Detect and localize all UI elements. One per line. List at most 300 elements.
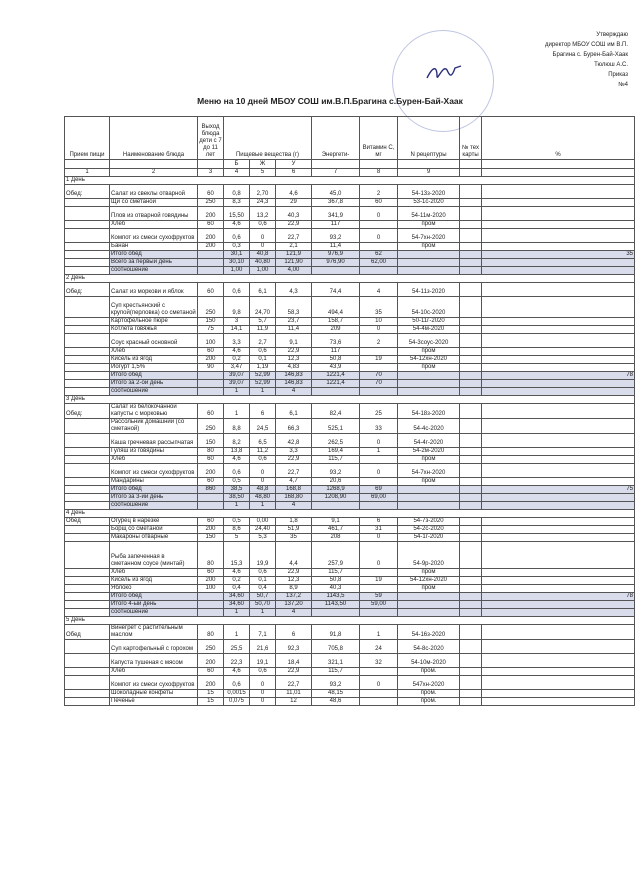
fat-cell: 0,1 bbox=[250, 356, 276, 364]
recipe-cell: 54-10м-2020 bbox=[398, 654, 460, 668]
vitamin-cell: 0 bbox=[360, 542, 398, 569]
fat-cell: 52,99 bbox=[250, 380, 276, 388]
header-b: Б bbox=[224, 160, 250, 169]
protein-cell: 1 bbox=[224, 388, 250, 396]
vitamin-cell: 70 bbox=[360, 372, 398, 380]
table-row bbox=[65, 518, 635, 526]
pct-cell bbox=[482, 518, 635, 526]
carb-cell: 146,83 bbox=[276, 372, 312, 380]
energy-cell: 321,1 bbox=[312, 654, 360, 668]
total-row bbox=[65, 372, 635, 380]
meal-cell bbox=[65, 640, 110, 654]
pct-cell bbox=[482, 334, 635, 348]
card-cell bbox=[460, 640, 482, 654]
pct-cell: 78 bbox=[482, 372, 635, 380]
table-row bbox=[65, 221, 635, 229]
total-row bbox=[65, 494, 635, 502]
header-num: 5 bbox=[250, 168, 276, 177]
yield-cell: 860 bbox=[198, 486, 224, 494]
fat-cell: 6,1 bbox=[250, 283, 276, 297]
card-cell bbox=[460, 601, 482, 609]
recipe-cell bbox=[398, 601, 460, 609]
card-cell bbox=[460, 585, 482, 593]
yield-cell: 60 bbox=[198, 456, 224, 464]
fat-cell: 13,2 bbox=[250, 207, 276, 221]
fat-cell: 24,3 bbox=[250, 199, 276, 207]
meal-cell bbox=[65, 448, 110, 456]
table-row bbox=[65, 348, 635, 356]
pct-cell bbox=[482, 690, 635, 698]
card-cell bbox=[460, 199, 482, 207]
meal-cell bbox=[65, 654, 110, 668]
dish-name: Винегрет с растительным маслом bbox=[110, 625, 198, 640]
vitamin-cell: 62 bbox=[360, 251, 398, 259]
pct-cell bbox=[482, 526, 635, 534]
day-header-row bbox=[65, 510, 635, 518]
carb-cell: 12 bbox=[276, 698, 312, 706]
recipe-cell bbox=[398, 372, 460, 380]
energy-cell: 117 bbox=[312, 221, 360, 229]
recipe-cell: пром bbox=[398, 569, 460, 577]
header-num: 2 bbox=[110, 168, 198, 177]
pct-cell bbox=[482, 221, 635, 229]
energy-cell: 705,8 bbox=[312, 640, 360, 654]
recipe-cell: 50-11г-2020 bbox=[398, 318, 460, 326]
header-dish: Наименование блюда bbox=[110, 117, 198, 160]
pct-cell: 78 bbox=[482, 593, 635, 601]
energy-cell: 43,9 bbox=[312, 364, 360, 372]
total-label: Итого за 2-ой день bbox=[110, 380, 198, 388]
energy-cell: 257,9 bbox=[312, 542, 360, 569]
pct-cell bbox=[482, 609, 635, 617]
card-cell bbox=[460, 221, 482, 229]
card-cell bbox=[460, 380, 482, 388]
carb-cell: 11,4 bbox=[276, 326, 312, 334]
fat-cell: 5,7 bbox=[250, 318, 276, 326]
fat-cell: 0,6 bbox=[250, 569, 276, 577]
card-cell bbox=[460, 456, 482, 464]
vitamin-cell bbox=[360, 243, 398, 251]
energy-cell: 93,2 bbox=[312, 464, 360, 478]
yield-cell: 200 bbox=[198, 654, 224, 668]
protein-cell: 1 bbox=[224, 404, 250, 419]
meal-cell bbox=[65, 326, 110, 334]
header-num: 7 bbox=[312, 168, 360, 177]
energy-cell: 209 bbox=[312, 326, 360, 334]
meal-cell bbox=[65, 585, 110, 593]
pct-cell bbox=[482, 388, 635, 396]
card-cell bbox=[460, 207, 482, 221]
carb-cell: 66,3 bbox=[276, 419, 312, 434]
dish-name: Суп крестьянский с крупой(перловка) со сметаной bbox=[110, 297, 198, 318]
yield-cell bbox=[198, 259, 224, 267]
day-label: 3 День bbox=[65, 396, 635, 404]
protein-cell: 4,6 bbox=[224, 456, 250, 464]
vitamin-cell: 0 bbox=[360, 434, 398, 448]
table-row bbox=[65, 243, 635, 251]
vitamin-cell: 0 bbox=[360, 534, 398, 542]
carb-cell: 18,4 bbox=[276, 654, 312, 668]
total-label: Итого обед bbox=[110, 372, 198, 380]
card-cell bbox=[460, 486, 482, 494]
yield-cell: 75 bbox=[198, 326, 224, 334]
pct-cell bbox=[482, 419, 635, 434]
table-row bbox=[65, 434, 635, 448]
pct-cell bbox=[482, 625, 635, 640]
meal-cell bbox=[65, 259, 110, 267]
vitamin-cell: 31 bbox=[360, 526, 398, 534]
vitamin-cell bbox=[360, 478, 398, 486]
protein-cell: 4,6 bbox=[224, 569, 250, 577]
vitamin-cell: 69,00 bbox=[360, 494, 398, 502]
fat-cell: 0 bbox=[250, 676, 276, 690]
card-cell bbox=[460, 625, 482, 640]
day-label: 2 День bbox=[65, 275, 635, 283]
yield-cell: 60 bbox=[198, 518, 224, 526]
recipe-cell: 54-7хн-2020 bbox=[398, 464, 460, 478]
protein-cell: 8,8 bbox=[224, 419, 250, 434]
total-label: Итого за 3-ий день bbox=[110, 494, 198, 502]
protein-cell: 3 bbox=[224, 318, 250, 326]
total-row bbox=[65, 388, 635, 396]
dish-name: Компот из смеси сухофруктов bbox=[110, 676, 198, 690]
table-row bbox=[65, 654, 635, 668]
total-row bbox=[65, 259, 635, 267]
energy-cell bbox=[312, 388, 360, 396]
vitamin-cell: 24 bbox=[360, 640, 398, 654]
protein-cell: 4,6 bbox=[224, 221, 250, 229]
energy-cell: 45,0 bbox=[312, 185, 360, 199]
carb-cell: 1,8 bbox=[276, 518, 312, 526]
card-cell bbox=[460, 251, 482, 259]
card-cell bbox=[460, 297, 482, 318]
pct-cell bbox=[482, 243, 635, 251]
vitamin-cell bbox=[360, 456, 398, 464]
recipe-cell: 54-9р-2020 bbox=[398, 542, 460, 569]
pct-cell bbox=[482, 448, 635, 456]
recipe-cell bbox=[398, 251, 460, 259]
dish-name: Печенье bbox=[110, 698, 198, 706]
recipe-cell bbox=[398, 259, 460, 267]
pct-cell bbox=[482, 297, 635, 318]
yield-cell: 100 bbox=[198, 585, 224, 593]
recipe-cell: пром bbox=[398, 585, 460, 593]
meal-cell: Обед: bbox=[65, 283, 110, 297]
protein-cell: 0,2 bbox=[224, 577, 250, 585]
recipe-cell: пром bbox=[398, 221, 460, 229]
carb-cell: 6,1 bbox=[276, 404, 312, 419]
vitamin-cell: 69 bbox=[360, 486, 398, 494]
meal-cell bbox=[65, 434, 110, 448]
protein-cell: 22,3 bbox=[224, 654, 250, 668]
fat-cell: 1,00 bbox=[250, 267, 276, 275]
table-row bbox=[65, 456, 635, 464]
pct-cell bbox=[482, 640, 635, 654]
fat-cell: 19,9 bbox=[250, 542, 276, 569]
meal-cell bbox=[65, 356, 110, 364]
table-row bbox=[65, 364, 635, 372]
recipe-cell bbox=[398, 380, 460, 388]
recipe-cell: 53-1с-2020 bbox=[398, 199, 460, 207]
meal-cell bbox=[65, 534, 110, 542]
page-title: Меню на 10 дней МБОУ СОШ им.В.П.Брагина с.Бурен-Бай-Хаак bbox=[197, 96, 463, 106]
total-row bbox=[65, 601, 635, 609]
card-cell bbox=[460, 569, 482, 577]
protein-cell: 0,2 bbox=[224, 356, 250, 364]
energy-cell: 93,2 bbox=[312, 676, 360, 690]
recipe-cell: пром bbox=[398, 348, 460, 356]
protein-cell: 8,6 bbox=[224, 526, 250, 534]
energy-cell: 73,6 bbox=[312, 334, 360, 348]
day-header-row bbox=[65, 177, 635, 185]
vitamin-cell: 59,00 bbox=[360, 601, 398, 609]
carb-cell: 92,3 bbox=[276, 640, 312, 654]
recipe-cell bbox=[398, 609, 460, 617]
card-cell bbox=[460, 478, 482, 486]
yield-cell bbox=[198, 593, 224, 601]
vitamin-cell: 60 bbox=[360, 199, 398, 207]
energy-cell: 1221,4 bbox=[312, 372, 360, 380]
recipe-cell: пром bbox=[398, 364, 460, 372]
carb-cell: 4,00 bbox=[276, 267, 312, 275]
protein-cell: 0,3 bbox=[224, 243, 250, 251]
meal-cell bbox=[65, 318, 110, 326]
pct-cell bbox=[482, 478, 635, 486]
pct-cell bbox=[482, 676, 635, 690]
carb-cell: 9,1 bbox=[276, 334, 312, 348]
recipe-cell: пром. bbox=[398, 690, 460, 698]
protein-cell: 0,5 bbox=[224, 478, 250, 486]
day-header-row bbox=[65, 617, 635, 625]
carb-cell: 146,83 bbox=[276, 380, 312, 388]
meal-cell bbox=[65, 251, 110, 259]
header-energy: Энергети- bbox=[312, 117, 360, 160]
fat-cell: 50,70 bbox=[250, 601, 276, 609]
meal-cell bbox=[65, 569, 110, 577]
protein-cell: 15,50 bbox=[224, 207, 250, 221]
pct-cell bbox=[482, 542, 635, 569]
day-header-row bbox=[65, 275, 635, 283]
carb-cell: 22,9 bbox=[276, 569, 312, 577]
vitamin-cell bbox=[360, 698, 398, 706]
table-row bbox=[65, 318, 635, 326]
meal-cell bbox=[65, 419, 110, 434]
protein-cell: 0,0015 bbox=[224, 690, 250, 698]
energy-cell: 1221,4 bbox=[312, 380, 360, 388]
yield-cell: 60 bbox=[198, 283, 224, 297]
card-cell bbox=[460, 577, 482, 585]
meal-cell bbox=[65, 668, 110, 676]
vitamin-cell bbox=[360, 267, 398, 275]
energy-cell: 48,15 bbox=[312, 690, 360, 698]
recipe-cell: 54-18з-2020 bbox=[398, 404, 460, 419]
energy-cell: 976,9 bbox=[312, 251, 360, 259]
table-row bbox=[65, 283, 635, 297]
table-body bbox=[65, 177, 635, 706]
dish-name: Кисель из ягод bbox=[110, 356, 198, 364]
carb-cell: 40,3 bbox=[276, 207, 312, 221]
table-row bbox=[65, 625, 635, 640]
total-label: соотношение bbox=[110, 502, 198, 510]
recipe-cell: 54-4с-2020 bbox=[398, 419, 460, 434]
energy-cell: 525,1 bbox=[312, 419, 360, 434]
recipe-cell: 54-11м-2020 bbox=[398, 207, 460, 221]
yield-cell: 60 bbox=[198, 404, 224, 419]
pct-cell bbox=[482, 698, 635, 706]
protein-cell: 0,5 bbox=[224, 518, 250, 526]
dish-name: Йогурт 1,5% bbox=[110, 364, 198, 372]
table-row bbox=[65, 207, 635, 221]
total-label: Всего за первый день bbox=[110, 259, 198, 267]
fat-cell: 5,3 bbox=[250, 534, 276, 542]
recipe-cell: пром bbox=[398, 243, 460, 251]
fat-cell: 11,9 bbox=[250, 326, 276, 334]
recipe-cell bbox=[398, 593, 460, 601]
recipe-cell: 54-16з-2020 bbox=[398, 625, 460, 640]
dish-name: Рассольник домашний (со сметаной) bbox=[110, 419, 198, 434]
carb-cell: 42,8 bbox=[276, 434, 312, 448]
vitamin-cell: 59 bbox=[360, 593, 398, 601]
recipe-cell: 54-8с-2020 bbox=[398, 640, 460, 654]
card-cell bbox=[460, 593, 482, 601]
card-cell bbox=[460, 334, 482, 348]
vitamin-cell: 0 bbox=[360, 676, 398, 690]
protein-cell: 0,6 bbox=[224, 229, 250, 243]
fat-cell: 0,6 bbox=[250, 456, 276, 464]
yield-cell: 100 bbox=[198, 334, 224, 348]
fat-cell: 1 bbox=[250, 502, 276, 510]
carb-cell: 22,7 bbox=[276, 464, 312, 478]
card-cell bbox=[460, 542, 482, 569]
table-row bbox=[65, 464, 635, 478]
carb-cell: 4,6 bbox=[276, 185, 312, 199]
card-cell bbox=[460, 676, 482, 690]
vitamin-cell: 62,00 bbox=[360, 259, 398, 267]
carb-cell: 121,90 bbox=[276, 259, 312, 267]
card-cell bbox=[460, 526, 482, 534]
energy-cell: 262,5 bbox=[312, 434, 360, 448]
dish-name: Яблоко bbox=[110, 585, 198, 593]
dish-name: Салат из свеклы отварной bbox=[110, 185, 198, 199]
yield-cell: 200 bbox=[198, 207, 224, 221]
carb-cell: 168,80 bbox=[276, 494, 312, 502]
carb-cell: 22,9 bbox=[276, 456, 312, 464]
total-row bbox=[65, 502, 635, 510]
yield-cell: 200 bbox=[198, 464, 224, 478]
energy-cell: 91,8 bbox=[312, 625, 360, 640]
yield-cell: 80 bbox=[198, 625, 224, 640]
dish-name: Хлеб bbox=[110, 348, 198, 356]
header-card: № тех карты bbox=[460, 117, 482, 160]
recipe-cell: 547хн-2020 bbox=[398, 676, 460, 690]
pct-cell: 75 bbox=[482, 486, 635, 494]
vitamin-cell: 1 bbox=[360, 625, 398, 640]
carb-cell: 11,01 bbox=[276, 690, 312, 698]
pct-cell bbox=[482, 404, 635, 419]
table-row bbox=[65, 478, 635, 486]
recipe-cell: пром bbox=[398, 456, 460, 464]
vitamin-cell: 35 bbox=[360, 297, 398, 318]
fat-cell: 0 bbox=[250, 478, 276, 486]
yield-cell: 80 bbox=[198, 542, 224, 569]
energy-cell bbox=[312, 267, 360, 275]
total-row bbox=[65, 609, 635, 617]
yield-cell: 250 bbox=[198, 640, 224, 654]
pct-cell bbox=[482, 356, 635, 364]
pct-cell bbox=[482, 569, 635, 577]
carb-cell: 2,1 bbox=[276, 243, 312, 251]
protein-cell: 0,6 bbox=[224, 464, 250, 478]
fat-cell: 1 bbox=[250, 609, 276, 617]
header-num: 8 bbox=[360, 168, 398, 177]
pct-cell bbox=[482, 577, 635, 585]
vitamin-cell: 10 bbox=[360, 318, 398, 326]
carb-cell: 3,3 bbox=[276, 448, 312, 456]
pct-cell bbox=[482, 380, 635, 388]
fat-cell: 7,1 bbox=[250, 625, 276, 640]
recipe-cell: 54-1г-2020 bbox=[398, 534, 460, 542]
recipe-cell: 54-12хн-2020 bbox=[398, 577, 460, 585]
vitamin-cell: 4 bbox=[360, 283, 398, 297]
carb-cell: 121,9 bbox=[276, 251, 312, 259]
yield-cell bbox=[198, 601, 224, 609]
table-row bbox=[65, 526, 635, 534]
fat-cell: 0 bbox=[250, 698, 276, 706]
pct-cell bbox=[482, 668, 635, 676]
yield-cell: 250 bbox=[198, 297, 224, 318]
carb-cell: 8,9 bbox=[276, 585, 312, 593]
protein-cell: 3,47 bbox=[224, 364, 250, 372]
yield-cell: 150 bbox=[198, 534, 224, 542]
carb-cell: 51,9 bbox=[276, 526, 312, 534]
meal-cell bbox=[65, 526, 110, 534]
header-vitamin: Витамин С, мг bbox=[360, 117, 398, 160]
dish-name: Котлета говяжья bbox=[110, 326, 198, 334]
card-cell bbox=[460, 404, 482, 419]
day-header-row bbox=[65, 396, 635, 404]
table-row bbox=[65, 668, 635, 676]
carb-cell: 4 bbox=[276, 609, 312, 617]
card-cell bbox=[460, 372, 482, 380]
pct-cell bbox=[482, 654, 635, 668]
energy-cell: 461,7 bbox=[312, 526, 360, 534]
meal-cell bbox=[65, 456, 110, 464]
card-cell bbox=[460, 654, 482, 668]
energy-cell: 50,8 bbox=[312, 356, 360, 364]
meal-cell bbox=[65, 577, 110, 585]
protein-cell: 34,60 bbox=[224, 593, 250, 601]
approval-line: Тюлюш А.С. bbox=[594, 62, 628, 68]
vitamin-cell bbox=[360, 668, 398, 676]
energy-cell: 20,6 bbox=[312, 478, 360, 486]
vitamin-cell: 2 bbox=[360, 334, 398, 348]
dish-name: Соус красный основной bbox=[110, 334, 198, 348]
protein-cell: 38,50 bbox=[224, 494, 250, 502]
carb-cell: 22,9 bbox=[276, 221, 312, 229]
yield-cell: 90 bbox=[198, 364, 224, 372]
vitamin-cell: 25 bbox=[360, 404, 398, 419]
protein-cell: 8,2 bbox=[224, 434, 250, 448]
protein-cell: 39,07 bbox=[224, 380, 250, 388]
recipe-cell bbox=[398, 486, 460, 494]
energy-cell: 48,6 bbox=[312, 698, 360, 706]
table-row bbox=[65, 534, 635, 542]
fat-cell: 40,8 bbox=[250, 251, 276, 259]
carb-cell: 22,7 bbox=[276, 229, 312, 243]
pct-cell bbox=[482, 229, 635, 243]
meal-cell bbox=[65, 267, 110, 275]
energy-cell: 169,4 bbox=[312, 448, 360, 456]
